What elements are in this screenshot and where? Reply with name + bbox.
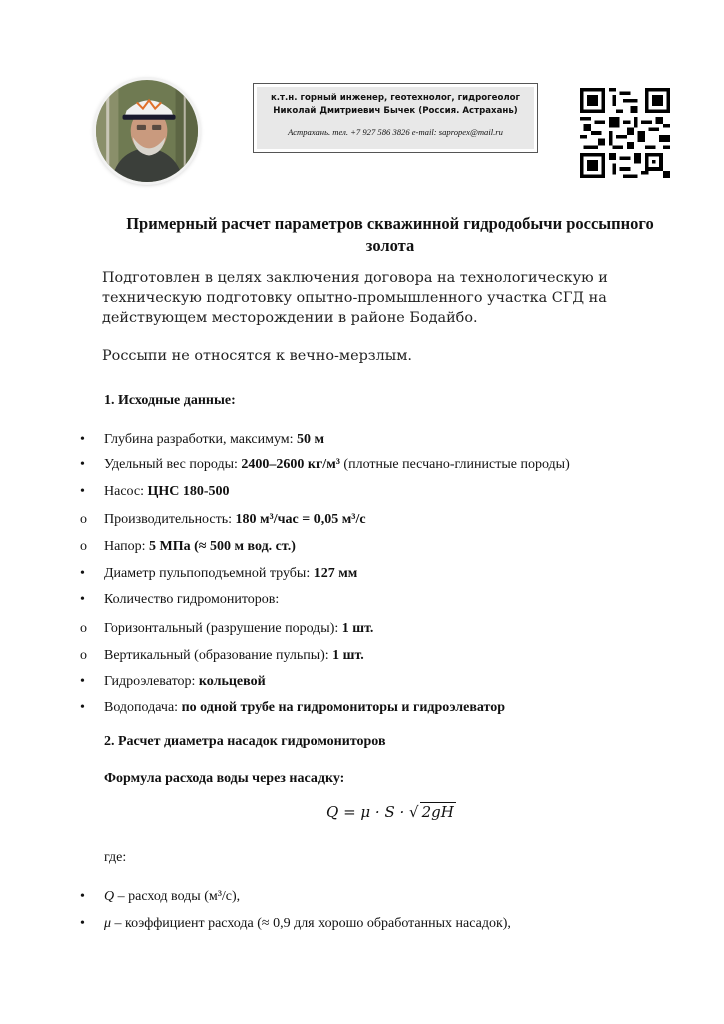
bullet-marker: • — [80, 457, 85, 472]
author-credentials: к.т.н. горный инженер, геотехнолог, гидрогеолог — [270, 93, 521, 103]
formula-radicand: 2gH — [421, 803, 454, 821]
item-label: Глубина разработки, максимум: — [104, 432, 298, 447]
definition-symbol: Q — [104, 889, 115, 904]
list-item-text — [104, 673, 266, 691]
item-label: Диаметр пульпоподъемной трубы: — [104, 566, 314, 581]
list-item-text — [104, 591, 279, 609]
flow-formula — [326, 802, 456, 821]
author-photo — [96, 80, 198, 182]
item-value: 1 шт. — [341, 621, 374, 636]
item-label: Количество гидромониторов: — [104, 592, 280, 607]
bullet-marker: • — [80, 674, 85, 689]
sub-bullet-marker: o — [80, 621, 87, 636]
author-header-box — [253, 83, 538, 153]
sub-bullet-marker: o — [80, 512, 87, 527]
formula-lhs: Q = μ · S · — [326, 803, 410, 821]
item-label: Производительность: — [104, 512, 236, 527]
permafrost-note: Россыпи не относятся к вечно-мерзлым. — [102, 348, 413, 364]
document-title: Примерный расчет параметров скважинной гидродобычи россыпного золота — [126, 214, 654, 255]
list-item-text — [104, 456, 570, 474]
section-2-title: 2. Расчет диаметра насадок гидромониторов — [104, 734, 386, 749]
list-item-text — [104, 565, 357, 583]
bullet-marker: • — [80, 889, 85, 904]
list-item-text — [104, 511, 366, 529]
item-label: Насос: — [104, 484, 148, 499]
definition-description: – расход воды (м³/с), — [114, 889, 241, 904]
definition-description: – коэффициент расхода (≈ 0,9 для хорошо обработанных насадок), — [111, 916, 511, 931]
item-label: Гидроэлеватор: — [104, 674, 199, 689]
item-value: 180 м³/час = 0,05 м³/с — [235, 512, 366, 527]
intro-paragraph: Подготовлен в целях заключения договора на технологическую и техническую подготовку опытно-промышленного участка СГД на действующем месторождении в районе Бодайбо. — [102, 270, 608, 326]
item-label: Удельный вес породы: — [104, 457, 242, 472]
list-item-text — [104, 538, 296, 556]
sub-bullet-marker: o — [80, 539, 87, 554]
item-value: ЦНС 180-500 — [147, 484, 230, 499]
section-1-title: 1. Исходные данные: — [104, 393, 236, 408]
item-label: Водоподача: — [104, 700, 182, 715]
definition-symbol: μ — [104, 916, 112, 931]
list-item-text — [104, 699, 505, 717]
list-item-text — [104, 647, 364, 665]
bullet-marker: • — [80, 916, 85, 931]
author-header-inner — [257, 87, 534, 149]
item-value: 2400–2600 кг/м³ — [241, 457, 340, 472]
qr-code-image — [580, 88, 670, 178]
bullet-marker: • — [80, 700, 85, 715]
item-value: по одной трубе на гидромониторы и гидроэлеватор — [181, 700, 506, 715]
item-label: Напор: — [104, 539, 150, 554]
author-photo-image — [96, 80, 198, 182]
sub-bullet-marker: o — [80, 648, 87, 663]
item-value: 50 м — [297, 432, 325, 447]
item-label: Вертикальный (образование пульпы): — [104, 648, 333, 663]
definition-text — [104, 888, 240, 906]
item-value: 127 мм — [313, 566, 358, 581]
list-item-text — [104, 431, 324, 449]
sqrt-sign: √ — [409, 803, 419, 821]
item-label: Горизонтальный (разрушение породы): — [104, 621, 342, 636]
item-value: 5 МПа (≈ 500 м вод. ст.) — [149, 539, 296, 554]
bullet-marker: • — [80, 592, 85, 607]
definition-text — [104, 915, 511, 933]
list-item-text — [104, 483, 230, 501]
item-note: (плотные песчано-глинистые породы) — [339, 457, 570, 472]
item-value: кольцевой — [198, 674, 266, 689]
qr-code — [580, 88, 670, 178]
formula-caption: Формула расхода воды через насадку: — [104, 771, 345, 786]
bullet-marker: • — [80, 432, 85, 447]
bullet-marker: • — [80, 566, 85, 581]
author-name: Николай Дмитриевич Бычек (Россия. Астрахань) — [273, 106, 518, 116]
bullet-marker: • — [80, 484, 85, 499]
item-value: 1 шт. — [332, 648, 364, 663]
author-contacts: Астрахань. тел. +7 927 586 3826 e-mail: sapropex@mail.ru — [288, 127, 503, 137]
where-label: где: — [104, 850, 127, 865]
list-item-text — [104, 620, 373, 638]
